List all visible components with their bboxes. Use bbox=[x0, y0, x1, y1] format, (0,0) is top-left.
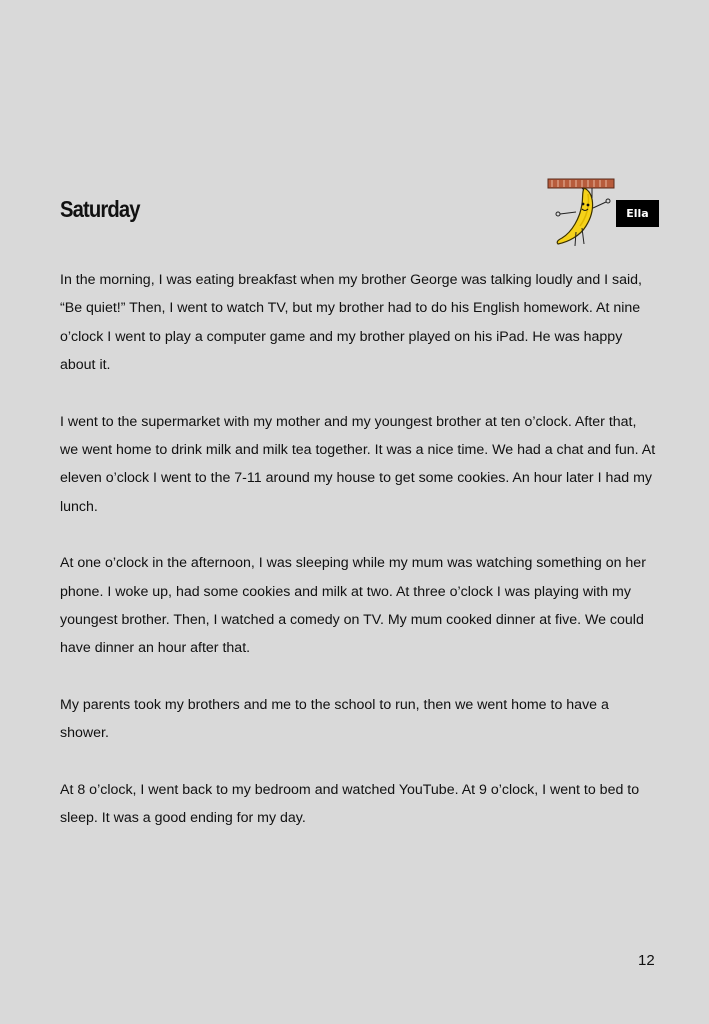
paragraph: My parents took my brothers and me to the school to run, then we went home to have a shower. bbox=[60, 696, 609, 742]
paragraph: In the morning, I was eating breakfast when my brother George was talking loudly and I said, “Be quiet!” Then, I went to watch TV, but my brother had to do his English homework. At nine o’clock I went to play a computer game and my brother played on his iPad. He was happy about it. bbox=[60, 272, 642, 374]
author-badge: Ella bbox=[616, 200, 659, 227]
page-title: Saturday bbox=[60, 196, 140, 222]
banana-character-icon bbox=[538, 176, 620, 252]
page-number: 12 bbox=[638, 952, 655, 969]
paragraph: I went to the supermarket with my mother and my youngest brother at ten o’clock. After that, we went home to drink milk and milk tea together. It was a nice time. We had a chat and fun. At eleven o’clock I went to the 7-11 around my house to get some cookies. An hour later I had my lunch. bbox=[60, 413, 656, 515]
paragraph: At one o’clock in the afternoon, I was sleeping while my mum was watching something on her phone. I woke up, had some cookies and milk at two. At three o’clock I was playing with my youngest brother. Then, I watched a comedy on TV. My mum cooked dinner at five. We could have dinner an hour after that. bbox=[60, 555, 646, 657]
body-text bbox=[60, 266, 656, 861]
paragraph: At 8 o’clock, I went back to my bedroom and watched YouTube. At 9 o’clock, I went to bed to sleep. It was a good ending for my day. bbox=[60, 781, 640, 827]
